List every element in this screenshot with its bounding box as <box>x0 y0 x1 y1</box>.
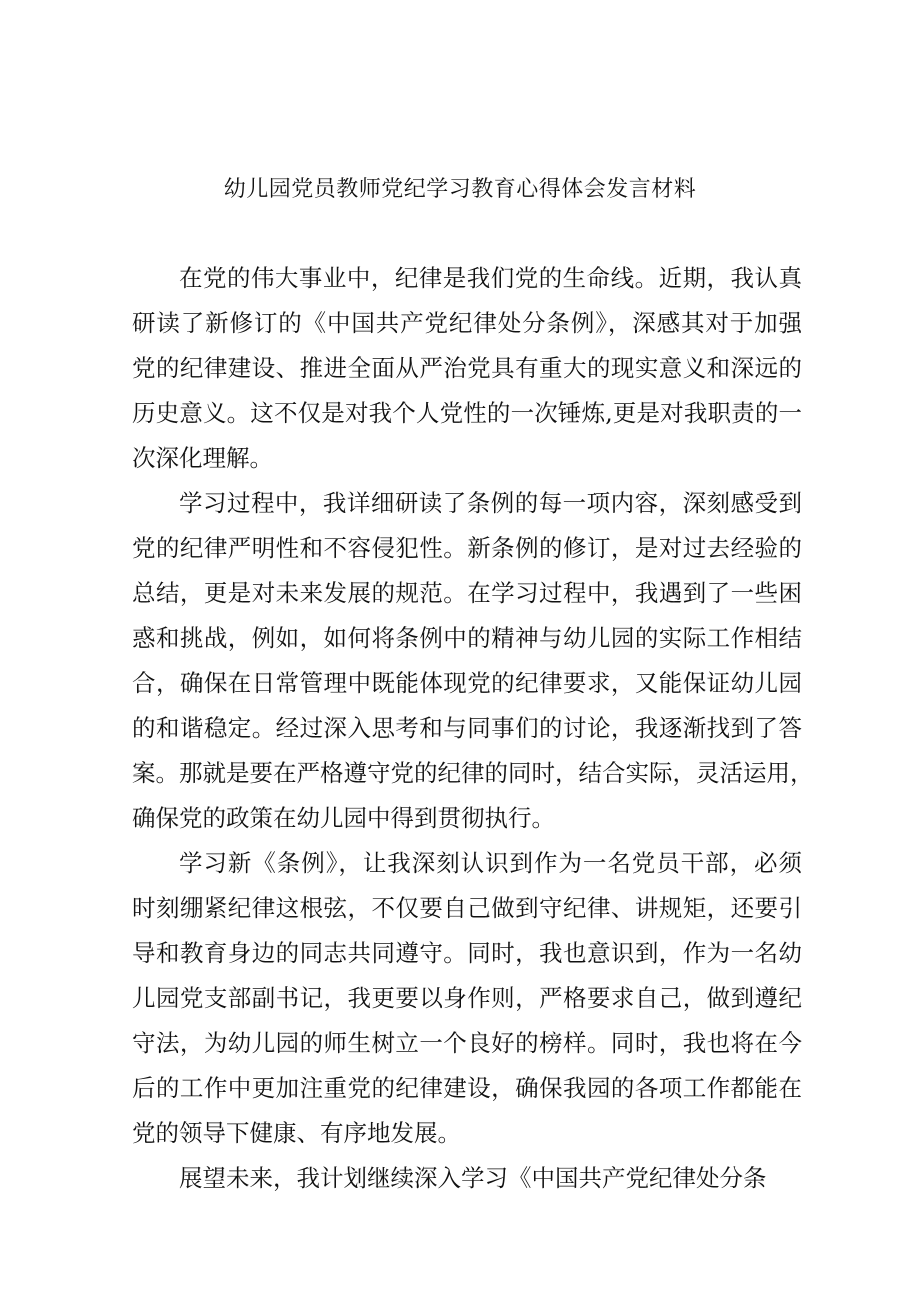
text-line: 在党的伟大事业中，纪律是我们党的生命线。近期，我认真 <box>179 264 802 292</box>
document-title: 幼儿园党员教师党纪学习教育心得体会发言材料 <box>223 177 697 202</box>
text-line: 总结，更是对未来发展的规范。在学习过程中，我遇到了一些困 <box>132 579 802 607</box>
text-line: 案。那就是要在严格遵守党的纪律的同时，结合实际，灵活运用， <box>132 759 814 787</box>
text-line: 的和谐稳定。经过深入思考和与同事们的讨论，我逐渐找到了答 <box>132 714 802 742</box>
text-line: 时刻绷紧纪律这根弦，不仅要自己做到守纪律、讲规矩，还要引 <box>132 894 802 922</box>
text-line: 展望未来，我计划继续深入学习《中国共产党纪律处分条 <box>179 1164 767 1192</box>
text-line: 次深化理解。 <box>132 444 273 472</box>
document-body <box>132 256 814 1201</box>
text-line: 惑和挑战，例如，如何将条例中的精神与幼儿园的实际工作相结 <box>132 624 802 652</box>
text-line: 学习过程中，我详细研读了条例的每一项内容，深刻感受到 <box>179 489 802 517</box>
text-line: 历史意义。这不仅是对我个人党性的一次锤炼,更是对我职责的一 <box>132 399 802 427</box>
text-line: 党的领导下健康、有序地发展。 <box>132 1119 461 1147</box>
paragraph-2 <box>132 481 814 841</box>
text-line: 后的工作中更加注重党的纪律建设，确保我园的各项工作都能在 <box>132 1074 802 1102</box>
paragraph-1 <box>132 256 802 481</box>
paragraph-3 <box>132 841 802 1156</box>
paragraph-4 <box>132 1156 802 1201</box>
text-line: 守法，为幼儿园的师生树立一个良好的榜样。同时，我也将在今 <box>132 1029 802 1057</box>
text-line: 导和教育身边的同志共同遵守。同时，我也意识到，作为一名幼 <box>132 939 802 967</box>
text-line: 党的纪律严明性和不容侵犯性。新条例的修订，是对过去经验的 <box>132 534 802 562</box>
text-line: 儿园党支部副书记，我更要以身作则，严格要求自己，做到遵纪 <box>132 984 802 1012</box>
text-line: 研读了新修订的《中国共产党纪律处分条例》，深感其对于加强 <box>132 309 802 337</box>
text-line: 合，确保在日常管理中既能体现党的纪律要求，又能保证幼儿园 <box>132 669 802 697</box>
text-line: 党的纪律建设、推进全面从严治党具有重大的现实意义和深远的 <box>132 354 802 382</box>
text-line: 学习新《条例》，让我深刻认识到作为一名党员干部，必须 <box>179 849 802 877</box>
text-line: 确保党的政策在幼儿园中得到贯彻执行。 <box>132 804 555 832</box>
